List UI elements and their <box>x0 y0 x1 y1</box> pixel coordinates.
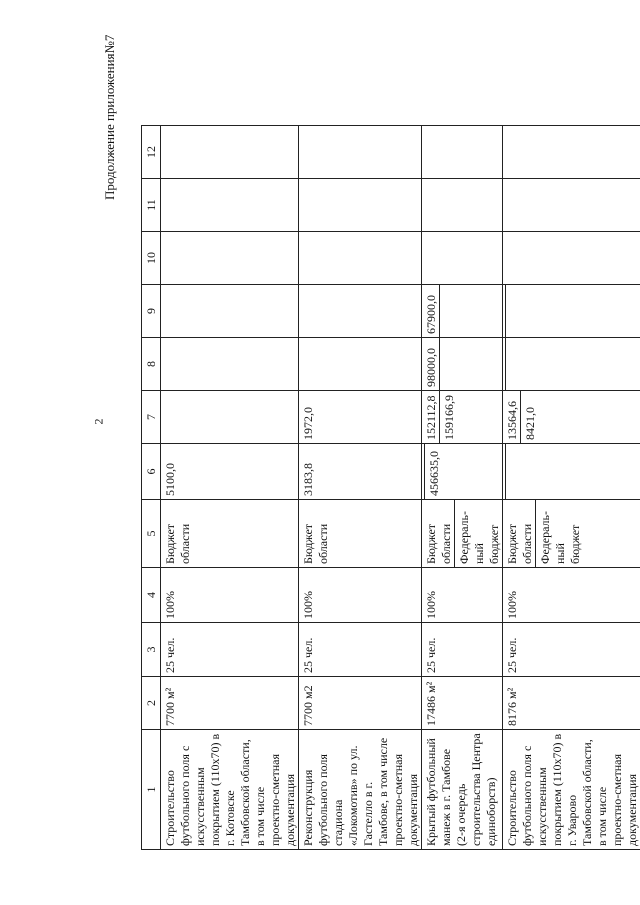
page-number: 2 <box>91 418 106 425</box>
column-header: 6 <box>142 444 161 500</box>
area-cell: 7700 м2 <box>299 677 422 730</box>
funding-source-cell <box>503 500 640 568</box>
col7-cell: 1972,0 <box>299 391 422 444</box>
funding-source-cell <box>422 500 503 568</box>
funding-source-cell: Бюджет области <box>161 500 299 568</box>
col8-cell <box>161 338 299 391</box>
column-header: 1 <box>142 730 161 850</box>
col9-cell <box>503 285 640 338</box>
col9-cell <box>299 285 422 338</box>
funding-source-regional: Бюджет области <box>424 523 453 564</box>
readiness-cell: 100% <box>161 568 299 623</box>
col10-cell <box>299 232 422 285</box>
funding-source-regional: Бюджет области <box>505 523 534 564</box>
col11-cell <box>299 179 422 232</box>
col6-cell: 3183,8 <box>299 444 422 500</box>
table-row <box>161 126 299 850</box>
funding-source-cell: Бюджет области <box>299 500 422 568</box>
column-header: 11 <box>142 179 161 232</box>
col12-cell <box>422 126 503 179</box>
object-name-cell: Реконструкция футбольного поля стадиона «Локомотив» по ул. Гастелло в г. Тамбове, в том числе проектно-сметная документация <box>299 730 422 850</box>
table-header-row <box>142 126 161 850</box>
people-cell: 25 чел. <box>503 623 640 677</box>
column-header: 10 <box>142 232 161 285</box>
col11-cell <box>422 179 503 232</box>
col8-cell <box>503 338 640 391</box>
col6-cell: 456635,0 <box>422 444 503 500</box>
col10-cell <box>503 232 640 285</box>
people-cell: 25 чел. <box>299 623 422 677</box>
col6-cell <box>503 444 640 500</box>
column-header: 12 <box>142 126 161 179</box>
column-header: 4 <box>142 568 161 623</box>
people-cell: 25 чел. <box>161 623 299 677</box>
col8-cell: 98000,0 <box>422 338 503 391</box>
funding-table <box>141 125 640 850</box>
funding-source-federal: Федераль-ный бюджет <box>454 500 502 567</box>
col12-cell <box>503 126 640 179</box>
object-name-cell: Строительство футбольного поля с искусственным покрытием (110х70) в г. Котовске Тамбовской области, в том числе проектно-сметная документация <box>161 730 299 850</box>
col11-cell <box>161 179 299 232</box>
readiness-cell: 100% <box>299 568 422 623</box>
col11-cell <box>503 179 640 232</box>
table-row <box>299 126 422 850</box>
col9-cell <box>161 285 299 338</box>
table-row <box>503 126 640 850</box>
col7-cell: 152112,8 159166,9 <box>422 391 503 444</box>
column-header: 3 <box>142 623 161 677</box>
people-cell: 25 чел. <box>422 623 503 677</box>
col12-cell <box>161 126 299 179</box>
col8-cell <box>299 338 422 391</box>
col6-cell: 5100,0 <box>161 444 299 500</box>
col12-cell <box>299 126 422 179</box>
column-header: 9 <box>142 285 161 338</box>
object-name-cell: Крытый футбольный манеж в г. Тамбове (2-я очередь строительства Центра единоборств) <box>422 730 503 850</box>
object-name-cell: Строительство футбольного поля с искусственным покрытием (110х70) в г. Уварово Тамбовской области, в том числе проектно-сметная документация <box>503 730 640 850</box>
column-header: 8 <box>142 338 161 391</box>
col10-cell <box>161 232 299 285</box>
col10-cell <box>422 232 503 285</box>
col7-cell: 13564,6 8421,0 <box>503 391 640 444</box>
funding-source-federal: Федераль-ный бюджет <box>535 500 583 567</box>
readiness-cell: 100% <box>422 568 503 623</box>
column-header: 7 <box>142 391 161 444</box>
col7-cell <box>161 391 299 444</box>
col9-cell: 67900,0 <box>422 285 503 338</box>
column-header: 5 <box>142 500 161 568</box>
appendix-caption: Продолжение приложения№7 <box>102 34 117 200</box>
area-cell: 8176 м² <box>503 677 640 730</box>
readiness-cell: 100% <box>503 568 640 623</box>
area-cell: 7700 м² <box>161 677 299 730</box>
area-cell: 17486 м² <box>422 677 503 730</box>
column-header: 2 <box>142 677 161 730</box>
table-row <box>422 126 503 850</box>
